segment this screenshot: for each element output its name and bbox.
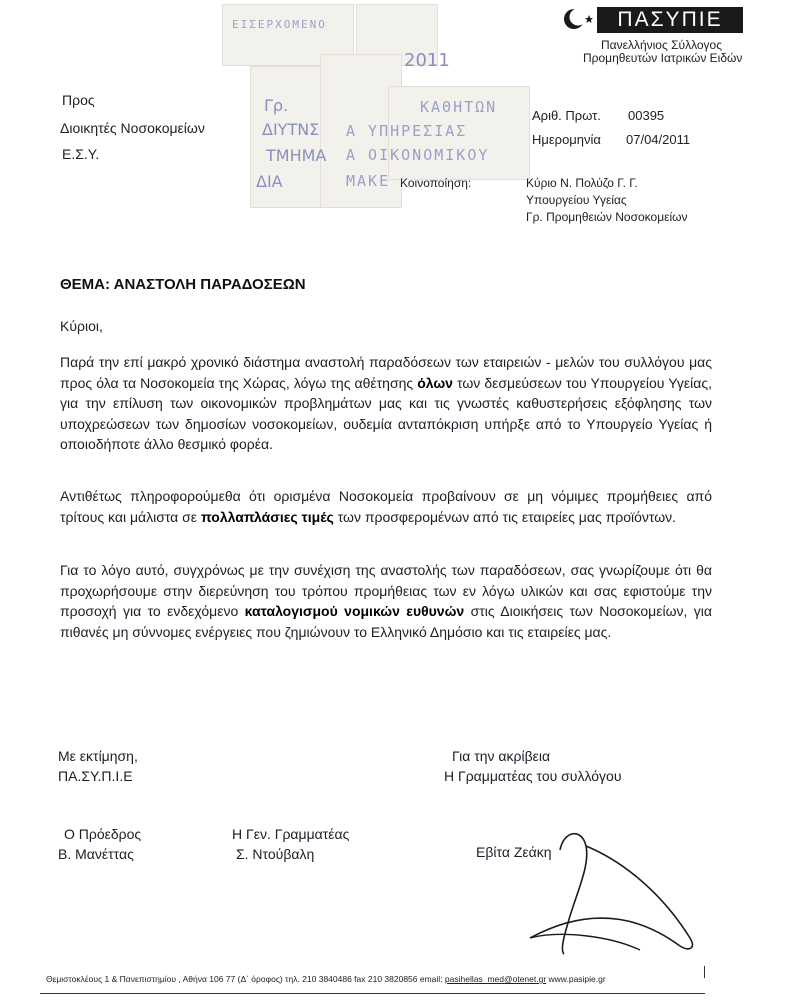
cc-recipient: Υπουργείου Υγείας <box>526 193 627 207</box>
department-stamp-line: Α ΟΙΚΟΝΟΜΙΚΟΥ <box>346 146 490 164</box>
footer-contact: Θεμιστοκλέους 1 & Πανεπιστημίου , Αθήνα 106 77 (Δ΄ όροφος) τηλ. 210 3840486 fax 210 3820856 email: pasihellas_med@otenet.gr www.pasipie.gr <box>46 974 606 984</box>
department-stamp-line: ΜΑΚΕ <box>346 172 391 190</box>
cc-recipient: Κύριο Ν. Πολύζο Γ. Γ. <box>526 176 638 190</box>
org-name-line2: Προμηθευτών Ιατρικών Ειδών <box>583 51 743 65</box>
recipient-to: Προς <box>62 92 95 108</box>
closing-accuracy: Για την ακρίβεια <box>452 748 551 764</box>
president-name: Β. Μανέττας <box>58 846 134 862</box>
org-name-line1: Πανελλήνιος Σύλλογος <box>601 38 723 52</box>
handwritten-signature <box>490 820 710 960</box>
secretary-name: Εβίτα Ζεάκη <box>476 844 552 860</box>
closing-organization: ΠΑ.ΣΥ.Π.Ι.Ε <box>58 768 133 784</box>
logo-wordmark: ΠΑΣΥΠΙΕ <box>597 7 743 33</box>
handwritten-date: 2011 <box>404 50 450 71</box>
footer-mark <box>704 966 705 978</box>
body-paragraph-2: Αντιθέτως πληροφορούμεθα ότι ορισμένα Νοσοκομεία προβαίνουν σε μη νόμιμες προμήθειες από τρίτους και μάλιστα σε πολλαπλάσιες τιμές των προσφερομένων από τις εταιρείες μας προϊόντων. <box>60 488 712 525</box>
footer-divider <box>40 993 705 994</box>
recipient-name: Διοικητές Νοσοκομείων <box>60 120 205 136</box>
handwritten-note: Γρ. <box>264 96 289 115</box>
salutation: Κύριοι, <box>60 318 103 334</box>
stamp-text: ΕΙΣΕΡΧΟΜΕΝΟ <box>232 18 327 31</box>
secretary-general-title: Η Γεν. Γραμματέας <box>232 826 350 842</box>
body-paragraph-1: Παρά την επί μακρό χρονικό διάστημα αναστολή παραδόσεων των εταιρειών - μελών του συλλόγου μας προς όλα τα Νοσοκομεία της Χώρας, λόγω της αθέτησης όλων των δεσμεύσεων του Υπουργείου Υγείας, για την επίλυση των οικονομικών προβλημάτων μας και τις γνωστές καθυστερήσεις εξόφλησης των υποχρεώσεων των δημοσίων νοσοκομείων, ουδεμία ανταπόκριση υπήρξε από το Υπουργείο Υγείας ή οποιοδήποτε άλλο θεσμικό φορέα. <box>60 354 712 452</box>
subject-line: ΘΕΜΑ: ΑΝΑΣΤΟΛΗ ΠΑΡΑΔΟΣΕΩΝ <box>60 276 306 293</box>
handwritten-note: ΤΜΗΜΑ <box>266 146 327 165</box>
protocol-label: Αριθ. Πρωτ. <box>532 108 601 123</box>
handwritten-note: ΔΙΥΤΝΣ <box>262 120 320 139</box>
president-title: Ο Πρόεδρος <box>64 826 142 842</box>
letter-date: 07/04/2011 <box>626 132 691 147</box>
closing-regards: Με εκτίμηση, <box>58 748 138 764</box>
secretary-general-name: Σ. Ντούβαλη <box>236 846 315 862</box>
closing-secretary-role: Η Γραμματέας του συλλόγου <box>444 768 622 784</box>
recipient-org: Ε.Σ.Υ. <box>62 146 100 162</box>
handwritten-note: ΔΙΑ <box>256 172 283 191</box>
department-stamp-line: Α ΥΠΗΡΕΣΙΑΣ <box>346 122 468 140</box>
cc-label: Κοινοποίηση: <box>400 176 472 190</box>
cc-recipient: Γρ. Προμηθειών Νοσοκομείων <box>526 210 688 224</box>
crescent-star-logo-icon <box>560 6 596 32</box>
body-paragraph-3: Για το λόγο αυτό, συγχρόνως με την συνέχιση της αναστολής των παραδόσεων, σας γνωρίζουμε ότι θα προχωρήσουμε στην διερεύνηση του τρόπου προμήθειας των εν λόγω υλικών και σας εφιστούμε την προσοχή για το ενδεχόμενο καταλογισμού νομικών ευθυνών στις Διοικήσεις των Νοσοκομείων, για πιθανές μη σύννομες ενέργειες που ζημιώνουν το Ελληνικό Δημόσιο και τις εταιρείες μας. <box>60 562 712 640</box>
department-stamp-line: ΚΑΘΗΤΩΝ <box>420 98 498 116</box>
protocol-number: 00395 <box>628 108 665 123</box>
date-label: Ημερομηνία <box>532 132 601 147</box>
